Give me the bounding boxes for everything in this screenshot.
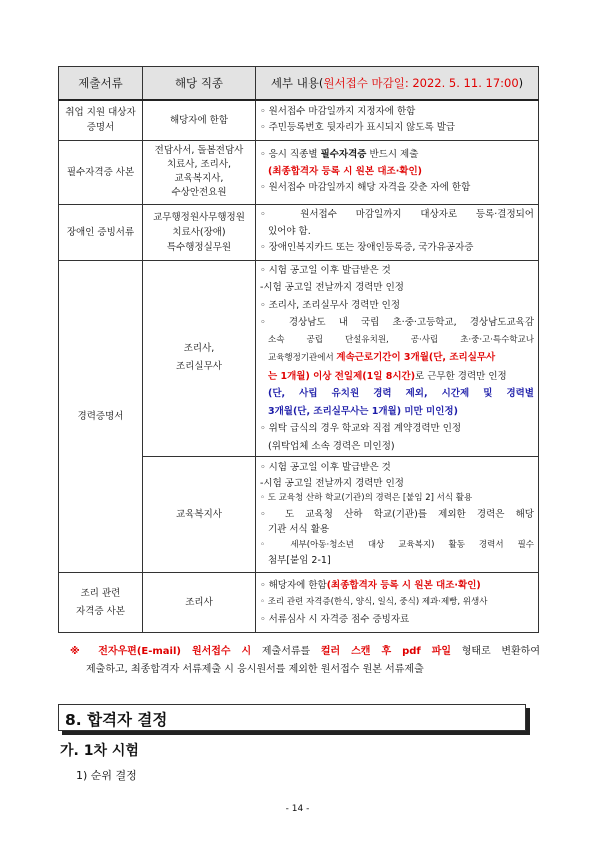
- deadline-text: 원서접수 마감일: 2022. 5. 11. 17:00: [323, 76, 519, 90]
- doc-cell: 조리 관련 자격증 사본: [59, 573, 143, 633]
- header-job-type: 해당 직종: [143, 67, 256, 101]
- doc-cell: 장애인 증빙서류: [59, 204, 143, 260]
- required-documents-table: [58, 66, 539, 633]
- detail-cell: ◦ 해당자에 한함(최종합격자 등록 시 원본 대조·확인) ◦ 조리 관련 자격증(한식, 양식, 일식, 중식) 제과·제빵, 위생사 ◦ 서류심사 시 자격증 점수 증빙자료: [256, 573, 539, 633]
- page-number: - 14 -: [285, 804, 310, 814]
- table-row: [59, 573, 539, 633]
- subsubsection-title: 1) 순위 결정: [76, 769, 137, 782]
- section-heading-box: [58, 704, 526, 731]
- doc-cell: 취업 지원 대상자 증명서: [59, 100, 143, 140]
- job-cell: 교무행정원사무행정원 치료사(장애) 특수행정실무원: [143, 204, 256, 260]
- job-cell: 전담사서, 돌봄전담사 치료사, 조리사, 교육복지사, 수상안전요원: [143, 140, 256, 204]
- detail-cell: ◦ 원서접수 마감일까지 대상자로 등록·결정되어 있어야 함. ◦ 장애인복지카드 또는 장애인등록증, 국가유공자증: [256, 204, 539, 260]
- job-cell: 해당자에 한함: [143, 100, 256, 140]
- header-documents: 제출서류: [59, 67, 143, 101]
- table-header-row: [59, 67, 539, 101]
- detail-cell: ◦ 시험 공고일 이후 발급받은 것 -시험 공고일 전날까지 경력만 인정 ◦ 도 교육청 산하 학교(기관)의 경력은 [붙임 2] 서식 활용 ◦ 도 교육청 산하 학교(기관)를 제외한 경력은 해당 기관 서식 활용 ◦ 세부(아동·청소년 대상 교육복지) 활동 경력서 필수 첨부[붙임 2-1]: [256, 457, 539, 573]
- detail-cell: ◦ 응시 직종별 필수자격증 반드시 제출 (최종합격자 등록 시 원본 대조·확인) ◦ 원서접수 마감일까지 해당 자격을 갖춘 자에 한함: [256, 140, 539, 204]
- section-title: 8. 합격자 결정: [65, 711, 168, 729]
- table-row: [59, 140, 539, 204]
- doc-cell: 경력증명서: [59, 260, 143, 573]
- subsection-title: 가. 1차 시험: [60, 743, 139, 759]
- header-details: 세부 내용(원서접수 마감일: 2022. 5. 11. 17:00): [256, 67, 539, 101]
- doc-cell: 필수자격증 사본: [59, 140, 143, 204]
- table-row: [59, 260, 539, 457]
- detail-cell: ◦ 원서접수 마감일까지 지정자에 한함 ◦ 주민등록번호 뒷자리가 표시되지 않도록 발급: [256, 100, 539, 140]
- table-row: [59, 100, 539, 140]
- detail-cell: ◦ 시험 공고일 이후 발급받은 것 -시험 공고일 전날까지 경력만 인정 ◦ 조리사, 조리실무사 경력만 인정 ◦ 경상남도 내 국립 초·중·고등학교, 경상남도교육감 소속 공립 단설유치원, 공·사립 초·중·고·특수학교나 교육행정기관에서 계속근로기간이 3개월(단, 조리실무사 는 1개월) 이상 전일제(1일 8시간)로 근무한 경력만 인정 (단, 사립 유치원 경력 제외, 시간제 및 경력별 3개월(단, 조리실무사는 1개월) 미만 미인정) ◦ 위탁 급식의 경우 학교와 직접 계약경력만 인정 (위탁업체 소속 경력은 미인정): [256, 260, 539, 457]
- job-cell: 교육복지사: [143, 457, 256, 573]
- submission-note: ※ 전자우편(E-mail) 원서접수 시 제출서류를 컬러 스캔 후 pdf 파일 형태로 변환하여 제출하고, 최종합격자 서류제출 시 응시원서를 제외한 원서접수 원본 서류제출: [70, 646, 540, 675]
- job-cell: 조리사, 조리실무사: [143, 260, 256, 457]
- job-cell: 조리사: [143, 573, 256, 633]
- table-row: [59, 204, 539, 260]
